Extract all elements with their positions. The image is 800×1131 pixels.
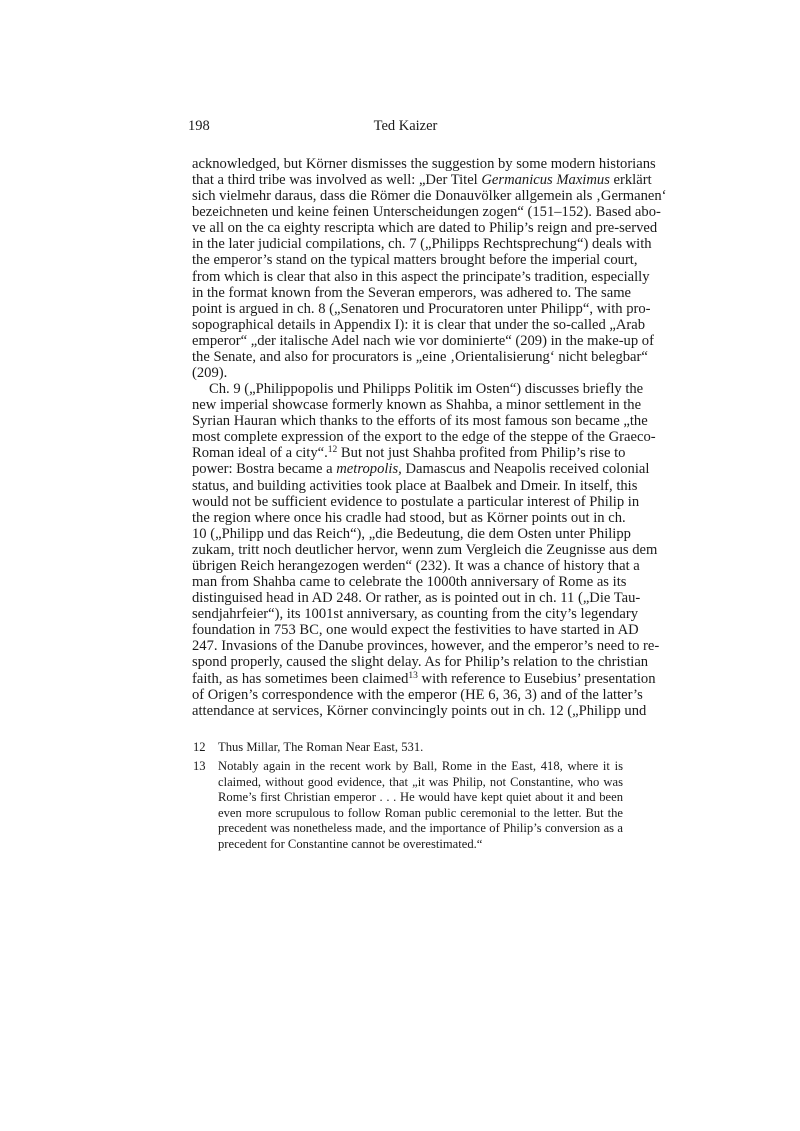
text-segment: the region where once his cradle had stood, but as Körner points out in ch. xyxy=(192,509,626,526)
text-line xyxy=(192,300,651,317)
text-line xyxy=(192,525,631,542)
text-segment: acknowledged, but Körner dismisses the suggestion by some modern historians xyxy=(192,156,656,172)
text-line xyxy=(192,284,632,301)
footnote-number: 13 xyxy=(193,759,206,774)
text-segment: sendjahrfeier“), its 1001st anniversary, as counting from the city’s legendary xyxy=(192,606,639,623)
text-line xyxy=(192,220,658,237)
footnote-line: precedent for Constantine cannot be overestimated.“ xyxy=(218,837,483,852)
text-segment: übrigen Reich herangezogen werden“ (232). It was a chance of history that a xyxy=(192,557,640,574)
text-line xyxy=(192,268,650,285)
text-segment: sich vielmehr daraus, dass die Römer die Donauvölker allgemein als ‚Germanen‘ xyxy=(192,188,667,205)
footnote xyxy=(193,759,623,853)
text-line xyxy=(192,381,644,398)
text-line xyxy=(192,348,648,365)
text-segment: ve all on the ca eighty rescripta which are dated to Philip’s reign and pre-served xyxy=(192,220,658,237)
text-segment: zukam, tritt noch deutlicher hervor, wenn zum Vergleich die Zeugnisse aus dem xyxy=(192,541,658,558)
paragraph xyxy=(192,156,667,382)
text-segment: point is argued in ch. 8 („Senatoren und Procuratoren unter Philipp“, with pro- xyxy=(192,300,651,317)
footnote-number: 12 xyxy=(193,740,206,754)
text-line xyxy=(192,156,656,172)
text-segment: would not be sufficient evidence to postulate a particular interest of Philip in xyxy=(192,493,640,510)
text-line xyxy=(192,429,656,446)
text-segment: 247. Invasions of the Danube provinces, however, and the emperor’s need to re- xyxy=(192,638,660,655)
text-line xyxy=(192,461,650,478)
text-segment: Roman ideal of a city“. xyxy=(192,445,328,462)
text-line xyxy=(192,332,654,349)
text-line xyxy=(192,606,639,623)
footnote-line: precedent was nonetheless made, and the importance of Philip’s conversion as a xyxy=(218,821,623,836)
text-segment: most complete expression of the export to the edge of the steppe of the Graeco- xyxy=(192,429,656,446)
text-line xyxy=(192,236,652,253)
text-segment: man from Shahba came to celebrate the 1000th anniversary of Rome as its xyxy=(192,574,627,591)
text-line xyxy=(192,686,643,703)
footnote-reference: 12 xyxy=(327,445,338,456)
text-line xyxy=(192,172,652,189)
text-line xyxy=(192,541,658,558)
text-segment: in the later judicial compilations, ch. 7 („Philipps Rechtsprechung“) deals with xyxy=(192,236,652,253)
text-line xyxy=(192,702,647,719)
text-line xyxy=(192,654,649,671)
text-line xyxy=(192,188,667,205)
text-line xyxy=(192,557,640,574)
footnote-line: Thus Millar, The Roman Near East, 531. xyxy=(218,740,424,754)
body-text xyxy=(192,156,667,719)
text-segment: faith, as has sometimes been claimed xyxy=(192,670,409,687)
running-head: Ted Kaizer xyxy=(373,118,438,134)
text-segment: Damascus and Neapolis received colonial xyxy=(401,461,650,478)
text-line xyxy=(192,574,627,591)
text-segment: in the format known from the Severan emperors, was adhered to. The same xyxy=(192,284,632,301)
text-segment: (209). xyxy=(192,365,228,382)
text-segment: status, and building activities took place at Baalbek and Dmeir. In itself, this xyxy=(192,477,638,494)
text-line xyxy=(192,445,626,462)
text-segment: 10 („Philipp und das Reich“), „die Bedeutung, die dem Osten unter Philipp xyxy=(192,525,631,542)
text-line xyxy=(192,204,661,221)
text-segment: Syrian Hauran which thanks to the efforts of its most famous son became „the xyxy=(192,413,648,430)
text-segment: emperor“ „der italische Adel nach wie vor dominierte“ (209) in the make-up of xyxy=(192,332,654,349)
italic-text: Germanicus Maximus xyxy=(481,172,610,189)
text-segment: bezeichneten und keine feinen Unterscheidungen zogen“ (151–152). Based abo- xyxy=(192,204,661,221)
paragraph xyxy=(192,381,660,719)
text-segment: Ch. 9 („Philippopolis und Philipps Politik im Osten“) discusses briefly the xyxy=(209,381,644,398)
text-segment: attendance at services, Körner convincingly points out in ch. 12 („Philipp und xyxy=(192,702,647,719)
text-line xyxy=(192,493,640,510)
footnotes xyxy=(193,740,623,856)
italic-text: metropolis, xyxy=(336,461,402,478)
text-segment: of Origen’s correspondence with the emperor (HE 6, 36, 3) and of the latter’s xyxy=(192,686,643,703)
text-line xyxy=(192,316,646,333)
text-segment: the Senate, and also for procurators is „eine ‚Orientalisierung‘ nicht belegbar“ xyxy=(192,348,648,365)
footnote-reference: 13 xyxy=(408,670,418,681)
text-line xyxy=(192,397,642,414)
text-line xyxy=(192,252,638,269)
page-header xyxy=(188,118,623,136)
text-segment: from which is clear that also in this aspect the principate’s tradition, especially xyxy=(192,268,650,285)
footnote xyxy=(193,740,623,756)
footnote-line: Rome’s first Christian emperor . . . He would have kept quiet about it and been xyxy=(218,790,623,805)
footnote-line: claimed, without good evidence, that „it was Philip, not Constantine, who was xyxy=(218,774,623,789)
text-segment: power: Bostra became a xyxy=(192,461,337,478)
text-segment: foundation in 753 BC, one would expect the festivities to have started in AD xyxy=(192,622,639,639)
footnote-line: even more scrupulous to follow Roman public ceremonial to the letter. But the xyxy=(218,805,623,820)
text-segment: the emperor’s stand on the typical matters brought before the imperial court, xyxy=(192,252,638,269)
text-segment: distinguised head in AD 248. Or rather, as is pointed out in ch. 11 („Die Tau- xyxy=(192,590,641,607)
text-segment: erklärt xyxy=(609,172,652,189)
text-segment: new imperial showcase formerly known as Shahba, a minor settlement in the xyxy=(192,397,642,414)
page-number: 198 xyxy=(188,118,210,134)
text-segment: with reference to Eusebius’ presentation xyxy=(417,670,656,687)
text-segment: spond properly, caused the slight delay. As for Philip’s relation to the christian xyxy=(192,654,649,671)
text-line xyxy=(192,477,638,494)
text-line xyxy=(192,670,656,687)
text-line xyxy=(192,509,626,526)
footnote-line: Notably again in the recent work by Ball, Rome in the East, 418, where it is xyxy=(218,759,623,774)
text-segment: that a third tribe was involved as well: „Der Titel xyxy=(192,172,482,189)
text-line xyxy=(192,622,639,639)
text-segment: But not just Shahba profited from Philip’s rise to xyxy=(337,445,626,462)
text-line xyxy=(192,413,648,430)
text-segment: sopographical details in Appendix I): it is clear that under the so-called „Arab xyxy=(192,316,646,333)
text-line xyxy=(192,365,623,381)
text-line xyxy=(192,590,641,607)
text-line xyxy=(192,638,660,655)
